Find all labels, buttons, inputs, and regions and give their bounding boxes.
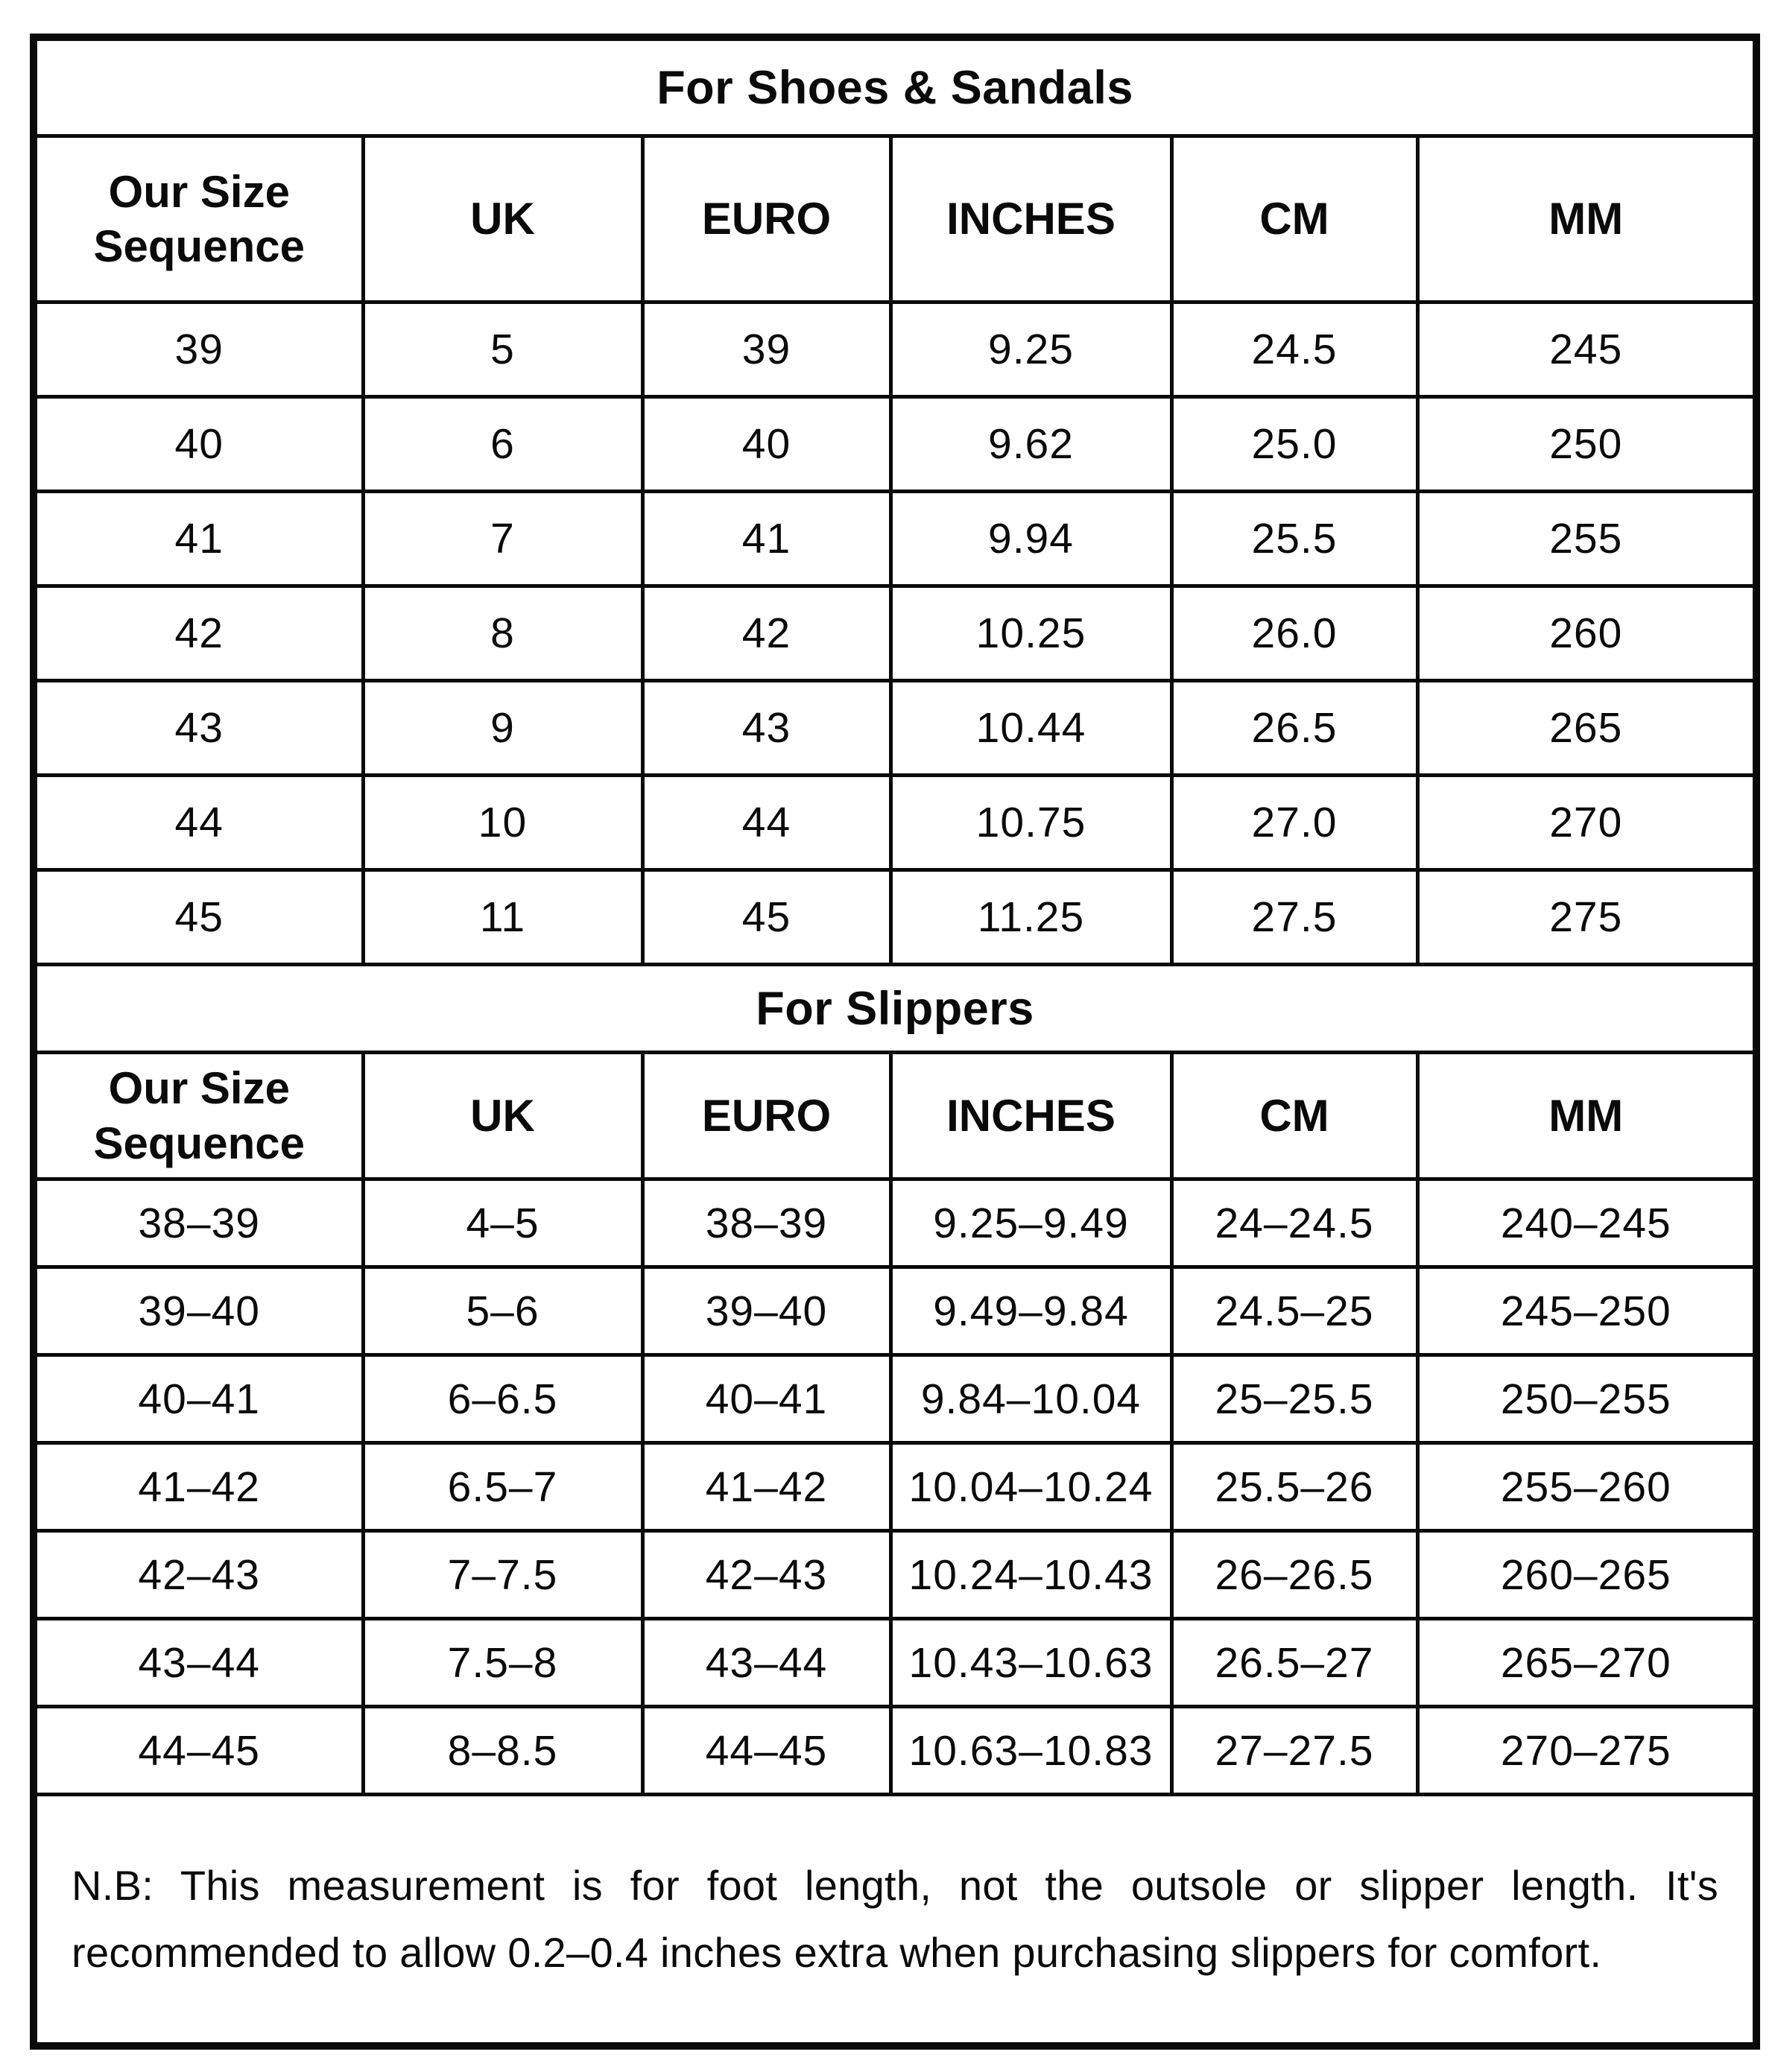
cell-mm: 250 (1417, 397, 1756, 492)
section-title-row-slippers (34, 965, 1756, 1053)
cell-uk: 7.5–8 (363, 1619, 642, 1707)
cell-inches: 10.04–10.24 (890, 1443, 1171, 1531)
cell-euro: 42–43 (642, 1531, 890, 1619)
table-row (34, 1267, 1756, 1355)
cell-inches: 9.49–9.84 (890, 1267, 1171, 1355)
cell-cm: 24.5 (1171, 302, 1417, 397)
cell-cm: 24.5–25 (1171, 1267, 1417, 1355)
cell-our-size: 38–39 (34, 1179, 363, 1267)
cell-our-size: 42 (34, 586, 363, 681)
col-header-cm: CM (1171, 1053, 1417, 1179)
cell-our-size: 43 (34, 681, 363, 776)
cell-uk: 4–5 (363, 1179, 642, 1267)
cell-mm: 275 (1417, 870, 1756, 965)
cell-our-size: 41 (34, 492, 363, 586)
table-row (34, 1179, 1756, 1267)
cell-euro: 39–40 (642, 1267, 890, 1355)
cell-inches: 11.25 (890, 870, 1171, 965)
table-row (34, 302, 1756, 397)
cell-inches: 9.25 (890, 302, 1171, 397)
cell-our-size: 43–44 (34, 1619, 363, 1707)
cell-cm: 27.5 (1171, 870, 1417, 965)
cell-uk: 10 (363, 776, 642, 870)
section-title-shoes: For Shoes & Sandals (34, 37, 1756, 136)
cell-mm: 270 (1417, 776, 1756, 870)
cell-uk: 6.5–7 (363, 1443, 642, 1531)
cell-euro: 40–41 (642, 1355, 890, 1443)
cell-our-size: 42–43 (34, 1531, 363, 1619)
table-row (34, 1707, 1756, 1795)
cell-mm: 265–270 (1417, 1619, 1756, 1707)
cell-mm: 245 (1417, 302, 1756, 397)
cell-euro: 38–39 (642, 1179, 890, 1267)
cell-inches: 10.75 (890, 776, 1171, 870)
note-text: N.B: This measurement is for foot length, not the outsole or slipper length. It's recommended to allow 0.2–0.4 inches extra when purchasing slippers for comfort. (34, 1795, 1756, 2047)
cell-our-size: 41–42 (34, 1443, 363, 1531)
cell-mm: 270–275 (1417, 1707, 1756, 1795)
cell-mm: 260–265 (1417, 1531, 1756, 1619)
cell-mm: 255–260 (1417, 1443, 1756, 1531)
cell-mm: 265 (1417, 681, 1756, 776)
col-header-our-size: Our Size Sequence (34, 1053, 363, 1179)
cell-euro: 44 (642, 776, 890, 870)
cell-our-size: 45 (34, 870, 363, 965)
cell-cm: 25.5–26 (1171, 1443, 1417, 1531)
cell-uk: 5–6 (363, 1267, 642, 1355)
cell-our-size: 44 (34, 776, 363, 870)
cell-euro: 43 (642, 681, 890, 776)
cell-euro: 41 (642, 492, 890, 586)
cell-uk: 7–7.5 (363, 1531, 642, 1619)
cell-cm: 26.5 (1171, 681, 1417, 776)
table-row (34, 492, 1756, 586)
cell-inches: 10.24–10.43 (890, 1531, 1171, 1619)
cell-uk: 9 (363, 681, 642, 776)
cell-cm: 25.0 (1171, 397, 1417, 492)
cell-cm: 26.5–27 (1171, 1619, 1417, 1707)
cell-mm: 260 (1417, 586, 1756, 681)
cell-uk: 8 (363, 586, 642, 681)
table-row (34, 776, 1756, 870)
cell-our-size: 40 (34, 397, 363, 492)
table-row (34, 1443, 1756, 1531)
cell-cm: 27.0 (1171, 776, 1417, 870)
cell-cm: 25–25.5 (1171, 1355, 1417, 1443)
col-header-euro: EURO (642, 136, 890, 302)
cell-uk: 6 (363, 397, 642, 492)
cell-inches: 10.63–10.83 (890, 1707, 1171, 1795)
table-row (34, 870, 1756, 965)
cell-cm: 26–26.5 (1171, 1531, 1417, 1619)
cell-mm: 255 (1417, 492, 1756, 586)
cell-inches: 9.84–10.04 (890, 1355, 1171, 1443)
table-row (34, 397, 1756, 492)
col-header-euro: EURO (642, 1053, 890, 1179)
cell-euro: 41–42 (642, 1443, 890, 1531)
cell-inches: 9.62 (890, 397, 1171, 492)
cell-euro: 40 (642, 397, 890, 492)
table-row (34, 586, 1756, 681)
header-row-shoes (34, 136, 1756, 302)
cell-euro: 44–45 (642, 1707, 890, 1795)
cell-cm: 27–27.5 (1171, 1707, 1417, 1795)
col-header-inches: INCHES (890, 1053, 1171, 1179)
table-row (34, 1531, 1756, 1619)
cell-mm: 250–255 (1417, 1355, 1756, 1443)
cell-euro: 42 (642, 586, 890, 681)
cell-our-size: 39 (34, 302, 363, 397)
cell-cm: 26.0 (1171, 586, 1417, 681)
cell-inches: 9.94 (890, 492, 1171, 586)
table-row (34, 1355, 1756, 1443)
col-header-uk: UK (363, 136, 642, 302)
cell-uk: 8–8.5 (363, 1707, 642, 1795)
cell-uk: 11 (363, 870, 642, 965)
header-row-slippers (34, 1053, 1756, 1179)
cell-inches: 10.43–10.63 (890, 1619, 1171, 1707)
cell-our-size: 39–40 (34, 1267, 363, 1355)
cell-cm: 25.5 (1171, 492, 1417, 586)
table-row (34, 1619, 1756, 1707)
cell-euro: 43–44 (642, 1619, 890, 1707)
col-header-mm: MM (1417, 1053, 1756, 1179)
cell-inches: 10.25 (890, 586, 1171, 681)
cell-mm: 240–245 (1417, 1179, 1756, 1267)
table-row (34, 681, 1756, 776)
cell-uk: 7 (363, 492, 642, 586)
section-title-row-shoes (34, 37, 1756, 136)
cell-mm: 245–250 (1417, 1267, 1756, 1355)
section-title-slippers: For Slippers (34, 965, 1756, 1053)
cell-our-size: 44–45 (34, 1707, 363, 1795)
col-header-mm: MM (1417, 136, 1756, 302)
cell-uk: 6–6.5 (363, 1355, 642, 1443)
cell-uk: 5 (363, 302, 642, 397)
cell-euro: 45 (642, 870, 890, 965)
col-header-inches: INCHES (890, 136, 1171, 302)
col-header-our-size: Our Size Sequence (34, 136, 363, 302)
size-chart-table (30, 34, 1760, 2050)
cell-inches: 9.25–9.49 (890, 1179, 1171, 1267)
cell-inches: 10.44 (890, 681, 1171, 776)
cell-cm: 24–24.5 (1171, 1179, 1417, 1267)
cell-our-size: 40–41 (34, 1355, 363, 1443)
note-row (34, 1795, 1756, 2047)
col-header-cm: CM (1171, 136, 1417, 302)
col-header-uk: UK (363, 1053, 642, 1179)
cell-euro: 39 (642, 302, 890, 397)
